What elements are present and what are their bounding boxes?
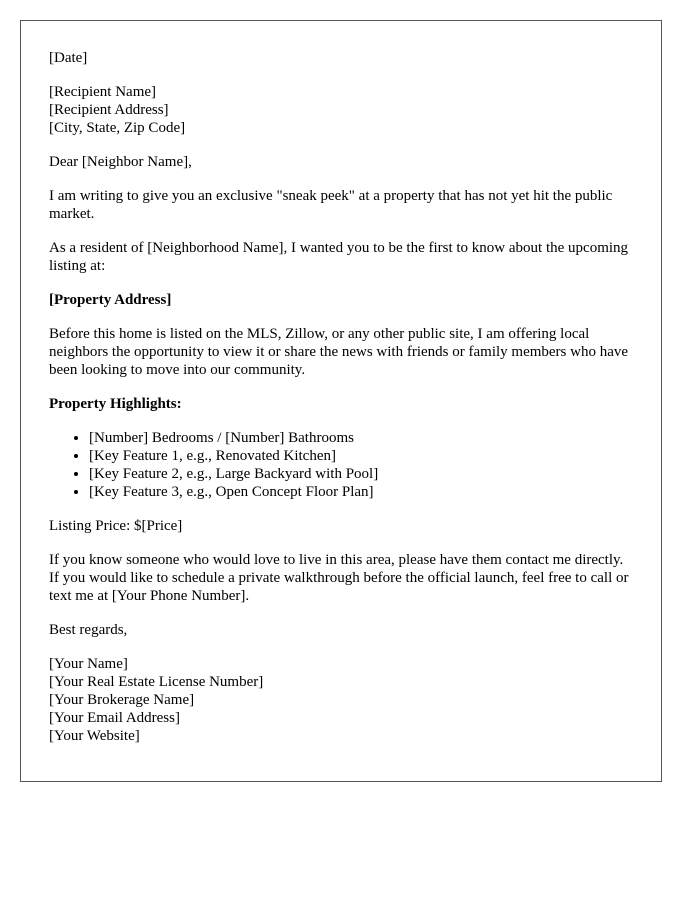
highlights-heading: Property Highlights: (49, 396, 182, 412)
greeting: Dear [Neighbor Name], (49, 154, 192, 170)
property-address: [Property Address] (49, 292, 172, 308)
recipient-block (49, 83, 633, 137)
highlight-item: • [Number] Bedrooms / [Number] Bathrooms (89, 429, 633, 447)
highlight-item: • [Key Feature 2, e.g., Large Backyard with Pool] (89, 465, 633, 483)
signature-email: [Your Email Address] (49, 710, 180, 726)
highlight-item: • [Key Feature 1, e.g., Renovated Kitchen] (89, 447, 633, 465)
signature-block (49, 655, 633, 745)
contact-paragraph: If you know someone who would love to live in this area, please have them contact me directly. If you would like to schedule a private walkthrough before the official launch, feel free to call or text me at [Your Phone Number]. (49, 552, 629, 604)
signature-license: [Your Real Estate License Number] (49, 674, 264, 690)
closing: Best regards, (49, 622, 128, 638)
resident-paragraph: As a resident of [Neighborhood Name], I wanted you to be the first to know about the upcoming listing at: (49, 240, 629, 274)
highlights-list (49, 429, 633, 501)
letter-page (20, 20, 662, 782)
offer-paragraph: Before this home is listed on the MLS, Zillow, or any other public site, I am offering local neighbors the opportunity to view it or share the news with friends or family members who have been looking to move into our community. (49, 326, 629, 378)
letter-date: [Date] (49, 50, 88, 66)
recipient-address: [Recipient Address] (49, 102, 169, 118)
signature-brokerage: [Your Brokerage Name] (49, 692, 195, 708)
recipient-name: [Recipient Name] (49, 84, 157, 100)
highlight-item: • [Key Feature 3, e.g., Open Concept Floor Plan] (89, 483, 633, 501)
recipient-city-state-zip: [City, State, Zip Code] (49, 120, 186, 136)
signature-name: [Your Name] (49, 656, 128, 672)
intro-paragraph: I am writing to give you an exclusive "sneak peek" at a property that has not yet hit the public market. (49, 188, 613, 222)
signature-website: [Your Website] (49, 728, 140, 744)
listing-price: Listing Price: $[Price] (49, 518, 183, 534)
